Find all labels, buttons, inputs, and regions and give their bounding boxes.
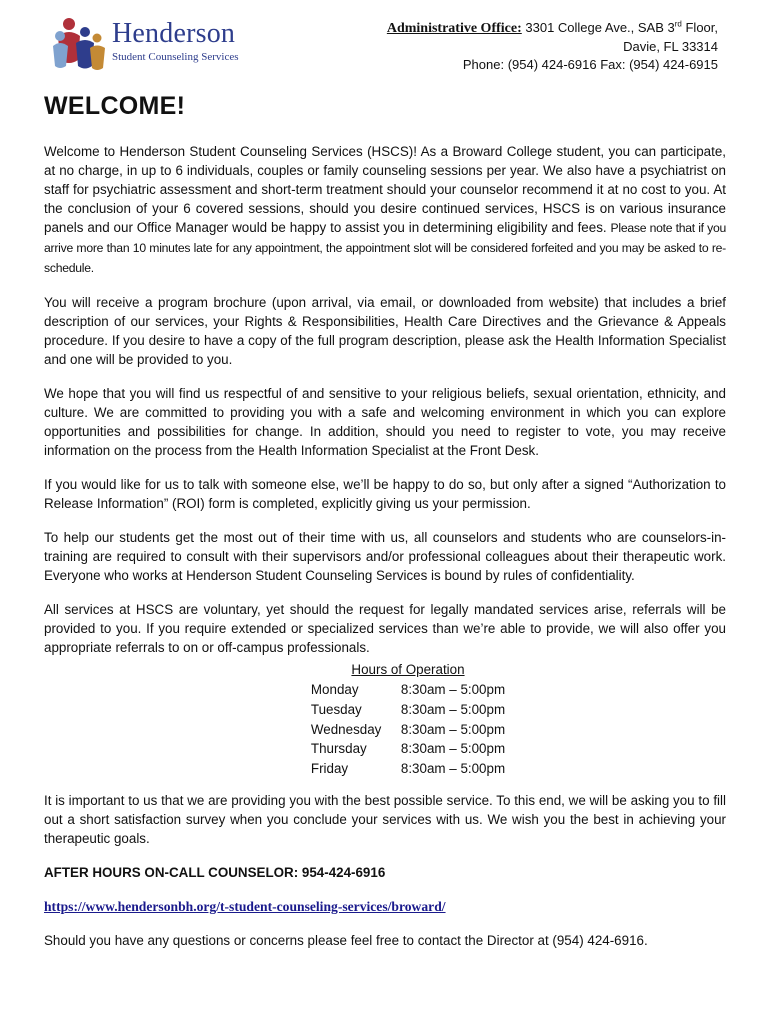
hours-day: Friday — [310, 761, 349, 777]
paragraph-voluntary: All services at HSCS are voluntary, yet should the request for legally mandated services arise, referrals will be provided to you. If you require extended or specialized services than we’re able to provide, we will also offer you appropriate referrals to on or off-campus professionals. — [44, 602, 726, 655]
office-label: Administrative Office: — [386, 21, 522, 36]
administrative-office-block — [387, 19, 718, 74]
office-phone: Phone: (954) 424-6916 Fax: (954) 424-6915 — [462, 57, 718, 72]
hours-day: Monday — [310, 682, 359, 697]
hours-time: 8:30am – 5:00pm — [400, 701, 506, 717]
logo-name: Henderson — [112, 18, 236, 49]
paragraph-welcome — [44, 142, 726, 278]
website-link[interactable]: https://www.hendersonbh.org/t-student-counseling-services/broward/ — [44, 898, 446, 914]
hours-of-operation — [44, 660, 726, 779]
hours-row — [311, 700, 505, 720]
paragraph-confidentiality: To help our students get the most out of their time with us, all counselors and students who are counselors-in-training are required to consult with their supervisors and/or professional colleagues about their therapeutic work. Everyone who works at Henderson Student Counseling Services is bound by rules of confidentiality. — [44, 530, 726, 583]
hours-time: 8:30am – 5:00pm — [400, 741, 506, 757]
paragraph-brochure: You will receive a program brochure (upon arrival, via email, or downloaded from website) that includes a brief description of our services, your Rights & Responsibilities, Health Care Directives and the Grievance & Appeals procedure. If you desire to have a copy of the full program description, please ask the Health Information Specialist and one will be provided to you. — [44, 295, 726, 367]
office-address: 3301 College Ave., SAB 3 — [521, 20, 675, 35]
paragraph-respect: We hope that you will find us respectful of and sensitive to your religious beliefs, sexual orientation, ethnicity, and culture. We are committed to providing you with a safe and welcoming environment in which you can explore opportunities and possibilities for change. In addition, should you need to register to vote, you may receive information on the process from the Health Information Specialist at the Front Desk. — [44, 386, 726, 458]
logo-subtitle: Student Counseling Services — [112, 51, 239, 63]
paragraph-roi: If you would like for us to talk with someone else, we’ll be happy to do so, but only after a signed “Authorization to Release Information” (ROI) form is completed, explicitly giving us your permission. — [44, 477, 726, 511]
letter-body — [44, 142, 726, 965]
office-address-floor: Floor, — [681, 20, 718, 35]
welcome-heading: WELCOME! — [44, 92, 186, 120]
hours-row — [311, 680, 505, 700]
hours-row — [311, 759, 505, 779]
office-city: Davie, FL 33314 — [623, 39, 718, 54]
hours-row — [311, 739, 505, 759]
hours-title: Hours of Operation — [351, 662, 465, 677]
hours-row — [311, 720, 505, 740]
hours-day: Tuesday — [310, 701, 362, 717]
hours-day: Wednesday — [310, 721, 382, 737]
late-policy-note: Please note that if you arrive more than 10 minutes late for any appointment, the appointment slot will be considered forfeited and you may be asked to re-schedule. — [44, 221, 726, 275]
hours-time: 8:30am – 5:00pm — [400, 761, 506, 777]
on-call-counselor: AFTER HOURS ON-CALL COUNSELOR: 954-424-6916 — [44, 864, 386, 880]
people-logo-icon — [52, 16, 110, 72]
office-address-sup: rd — [674, 19, 682, 29]
hours-time: 8:30am – 5:00pm — [400, 682, 506, 697]
paragraph-closing: Should you have any questions or concerns please feel free to contact the Director at (954) 424-6916. — [44, 932, 648, 948]
hours-day: Thursday — [310, 741, 367, 757]
henderson-logo — [52, 16, 252, 72]
hours-time: 8:30am – 5:00pm — [400, 721, 506, 737]
paragraph-survey: It is important to us that we are providing you with the best possible service. To this end, we will be asking you to fill out a short satisfaction survey when you conclude your services with us. We wish you the best in achieving your therapeutic goals. — [44, 792, 726, 846]
office-address-line — [387, 19, 718, 38]
paragraph-welcome-text: Welcome to Henderson Student Counseling Services (HSCS)! As a Broward College student, you can participate, at no charge, in up to 6 individuals, couples or family counseling sessions per year. We also have a psychiatrist on staff for psychiatric assessment and short-term treatment should your counselor recommend it at no cost to you. At the conclusion of your 6 covered sessions, should you desire continued services, HSCS is on various insurance panels and our Office Manager would be happy to assist you in determining eligibility and fees. — [44, 144, 726, 235]
